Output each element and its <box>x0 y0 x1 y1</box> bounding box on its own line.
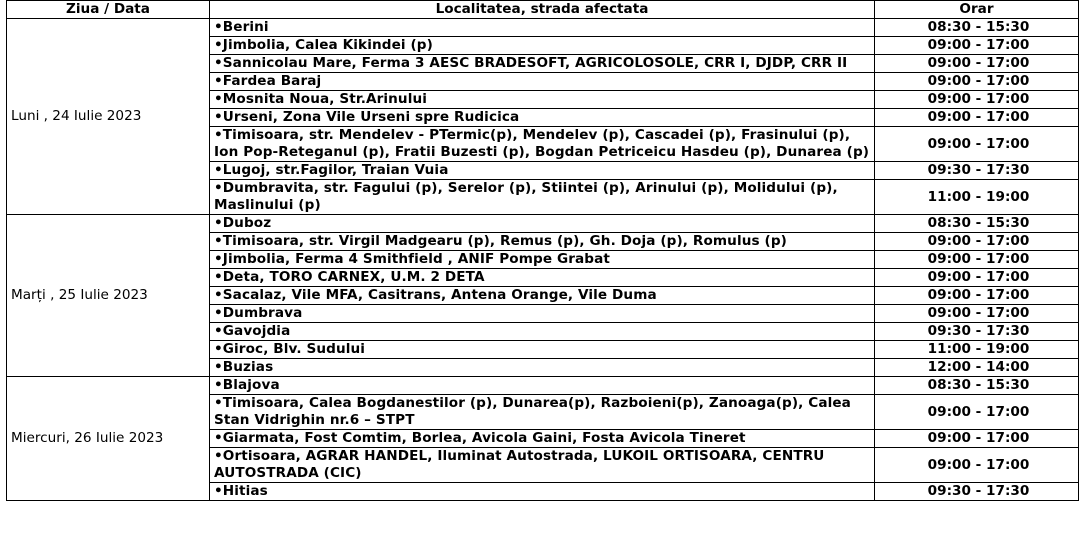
location-cell: •Mosnita Noua, Str.Arinului <box>210 91 875 109</box>
location-cell: •Berini <box>210 19 875 37</box>
location-cell: •Dumbravita, str. Fagului (p), Serelor (p), Stiintei (p), Arinului (p), Molidului (p), Maslinului (p) <box>210 180 875 215</box>
schedule-time-cell: 11:00 - 19:00 <box>875 341 1079 359</box>
schedule-time-cell: 08:30 - 15:30 <box>875 19 1079 37</box>
schedule-time-cell: 09:00 - 17:00 <box>875 73 1079 91</box>
schedule-time-cell: 09:00 - 17:00 <box>875 127 1079 162</box>
schedule-time-cell: 11:00 - 19:00 <box>875 180 1079 215</box>
location-cell: •Urseni, Zona Vile Urseni spre Rudicica <box>210 109 875 127</box>
schedule-time-cell: 09:00 - 17:00 <box>875 251 1079 269</box>
location-cell: •Lugoj, str.Fagilor, Traian Vuia <box>210 162 875 180</box>
schedule-time-cell: 09:30 - 17:30 <box>875 162 1079 180</box>
day-date-cell: Luni , 24 Iulie 2023 <box>7 19 210 215</box>
schedule-time-cell: 09:00 - 17:00 <box>875 430 1079 448</box>
location-cell: •Dumbrava <box>210 305 875 323</box>
location-cell: •Giroc, Blv. Sudului <box>210 341 875 359</box>
location-cell: •Gavojdia <box>210 323 875 341</box>
outage-schedule-table <box>6 0 1079 501</box>
location-cell: •Giarmata, Fost Comtim, Borlea, Avicola Gaini, Fosta Avicola Tineret <box>210 430 875 448</box>
schedule-time-cell: 12:00 - 14:00 <box>875 359 1079 377</box>
location-cell: •Timisoara, Calea Bogdanestilor (p), Dunarea(p), Razboieni(p), Zanoaga(p), Calea Stan Vidrighin nr.6 – STPT <box>210 395 875 430</box>
location-cell: •Ortisoara, AGRAR HANDEL, Iluminat Autostrada, LUKOIL ORTISOARA, CENTRU AUTOSTRADA (CIC) <box>210 448 875 483</box>
schedule-time-cell: 08:30 - 15:30 <box>875 377 1079 395</box>
location-cell: •Deta, TORO CARNEX, U.M. 2 DETA <box>210 269 875 287</box>
location-cell: •Jimbolia, Calea Kikindei (p) <box>210 37 875 55</box>
header-location: Localitatea, strada afectata <box>210 1 875 19</box>
header-time: Orar <box>875 1 1079 19</box>
table-row <box>7 215 1079 233</box>
location-cell: •Fardea Baraj <box>210 73 875 91</box>
schedule-time-cell: 09:00 - 17:00 <box>875 448 1079 483</box>
location-cell: •Sannicolau Mare, Ferma 3 AESC BRADESOFT, AGRICOLOSOLE, CRR I, DJDP, CRR II <box>210 55 875 73</box>
table-row <box>7 377 1079 395</box>
location-cell: •Duboz <box>210 215 875 233</box>
day-date-cell: Marți , 25 Iulie 2023 <box>7 215 210 377</box>
schedule-time-cell: 09:30 - 17:30 <box>875 483 1079 501</box>
schedule-time-cell: 09:00 - 17:00 <box>875 233 1079 251</box>
schedule-time-cell: 09:00 - 17:00 <box>875 109 1079 127</box>
schedule-time-cell: 09:00 - 17:00 <box>875 91 1079 109</box>
location-cell: •Jimbolia, Ferma 4 Smithfield , ANIF Pompe Grabat <box>210 251 875 269</box>
location-cell: •Buzias <box>210 359 875 377</box>
location-cell: •Timisoara, str. Virgil Madgearu (p), Remus (p), Gh. Doja (p), Romulus (p) <box>210 233 875 251</box>
table-header <box>7 1 1079 19</box>
location-cell: •Hitias <box>210 483 875 501</box>
schedule-time-cell: 09:00 - 17:00 <box>875 395 1079 430</box>
schedule-time-cell: 09:00 - 17:00 <box>875 269 1079 287</box>
schedule-time-cell: 09:00 - 17:00 <box>875 55 1079 73</box>
schedule-time-cell: 09:30 - 17:30 <box>875 323 1079 341</box>
location-cell: •Blajova <box>210 377 875 395</box>
schedule-time-cell: 09:00 - 17:00 <box>875 287 1079 305</box>
schedule-time-cell: 09:00 - 17:00 <box>875 37 1079 55</box>
table-body <box>7 19 1079 501</box>
location-cell: •Sacalaz, Vile MFA, Casitrans, Antena Orange, Vile Duma <box>210 287 875 305</box>
schedule-time-cell: 09:00 - 17:00 <box>875 305 1079 323</box>
header-row <box>7 1 1079 19</box>
day-date-cell: Miercuri, 26 Iulie 2023 <box>7 377 210 501</box>
schedule-time-cell: 08:30 - 15:30 <box>875 215 1079 233</box>
header-day: Ziua / Data <box>7 1 210 19</box>
location-cell: •Timisoara, str. Mendelev - PTermic(p), Mendelev (p), Cascadei (p), Frasinului (p), Ion Pop-Reteganul (p), Fratii Buzesti (p), Bogdan Petriceicu Hasdeu (p), Dunarea (p) <box>210 127 875 162</box>
table-row <box>7 19 1079 37</box>
